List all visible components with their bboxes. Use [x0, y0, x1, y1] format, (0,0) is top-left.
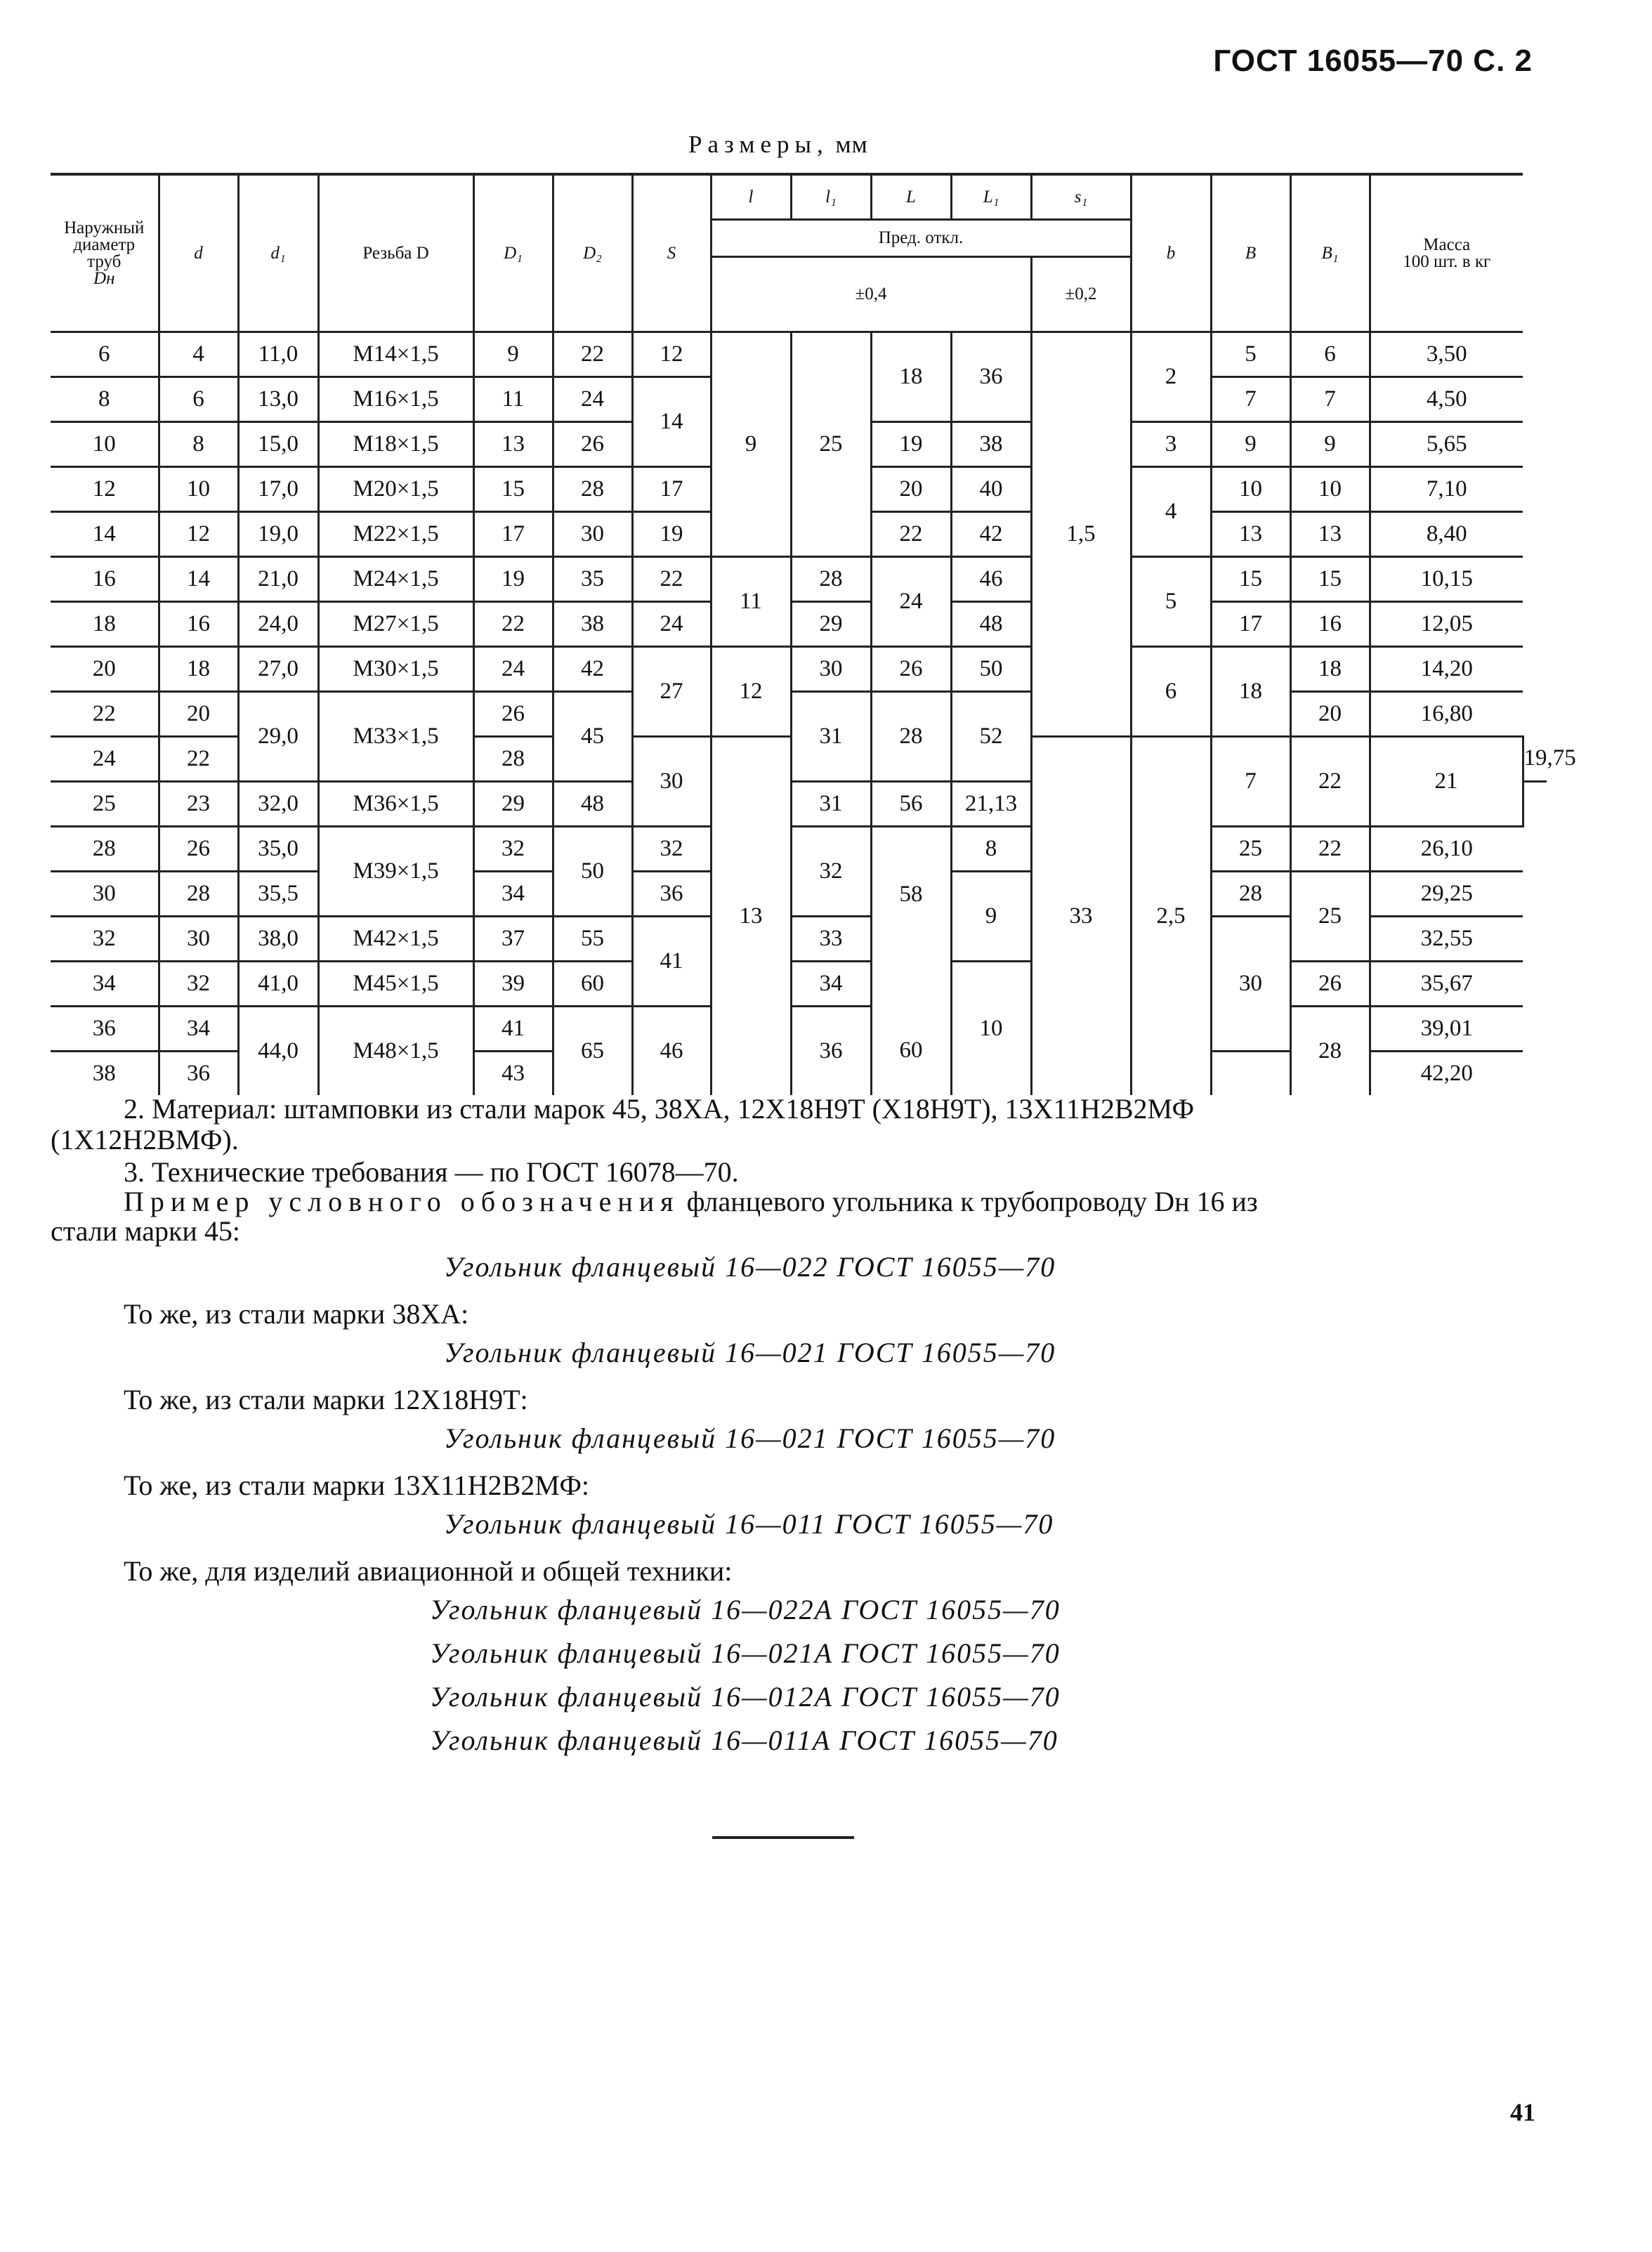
table-row: [51, 602, 1547, 647]
header-mass: Масса 100 шт. в кг: [1370, 174, 1523, 332]
table-cell: 19,0: [238, 512, 318, 557]
table-cell: 3,50: [1370, 332, 1523, 377]
table-cell: 8: [951, 827, 1031, 872]
table-cell: 34: [159, 1007, 238, 1052]
table-cell: 60: [553, 962, 632, 1007]
table-row: [51, 827, 1547, 872]
table-cell: 32: [791, 827, 871, 917]
table-cell: 11,0: [238, 332, 318, 377]
material-paragraph: 2. Материал: штамповки из стали марок 45, 38ХА, 12Х18Н9Т (Х18Н9Т), 13Х11Н2В2МФ: [124, 1093, 1195, 1125]
designation-3: Угольник фланцевый 16—021 ГОСТ 16055—70: [444, 1422, 1056, 1454]
table-cell: 5: [1211, 332, 1290, 377]
table-cell: 12: [159, 512, 238, 557]
header-dn: Наружный диаметр труб Dн: [51, 174, 159, 332]
table-cell: 36: [791, 1007, 871, 1096]
table-cell: 19,75: [1523, 737, 1547, 782]
header-D2: D₂: [553, 174, 632, 332]
table-cell: 39,01: [1370, 1007, 1523, 1052]
table-cell: 34: [473, 872, 553, 917]
table-cell: 18: [51, 602, 159, 647]
table-cell: 55: [553, 917, 632, 962]
table-cell: 43: [473, 1052, 553, 1096]
table-cell: М33×1,5: [318, 692, 473, 782]
table-cell: 13: [1211, 512, 1290, 557]
table-cell: 12: [711, 647, 791, 737]
table-cell: 34: [51, 962, 159, 1007]
table-cell: 5: [1131, 557, 1211, 647]
table-cell: 15: [1211, 557, 1290, 602]
table-cell: 42: [951, 512, 1031, 557]
table-cell: 20: [1290, 692, 1370, 737]
table-cell: 15: [1290, 557, 1370, 602]
dimensions-table: [51, 173, 1576, 1095]
table-cell: 22: [553, 332, 632, 377]
table-cell: М20×1,5: [318, 467, 473, 512]
table-cell: 29,25: [1370, 872, 1523, 917]
table-cell: 38,0: [238, 917, 318, 962]
table-cell: 36: [632, 872, 711, 917]
table-cell: 28: [159, 872, 238, 917]
table-cell: 34: [791, 962, 871, 1007]
table-cell: М24×1,5: [318, 557, 473, 602]
table-cell: 32: [51, 917, 159, 962]
table-cell: 14: [51, 512, 159, 557]
table-cell: 28: [473, 737, 553, 782]
table-cell: 41: [632, 917, 711, 1007]
table-cell: 16,80: [1370, 692, 1523, 737]
table-cell: 28: [791, 557, 871, 602]
table-cell: 24: [51, 737, 159, 782]
header-d: d: [159, 174, 238, 332]
table-cell: 6: [1131, 647, 1211, 737]
table-cell: 10: [51, 422, 159, 467]
table-cell: 20: [159, 692, 238, 737]
table-cell: 10: [951, 962, 1031, 1096]
aviation-designation-3: Угольник фланцевый 16—012А ГОСТ 16055—70: [430, 1681, 1061, 1713]
table-cell: 26: [159, 827, 238, 872]
table-cell: 31: [791, 692, 871, 782]
table-cell: 10: [1290, 467, 1370, 512]
table-cell: 12,05: [1370, 602, 1523, 647]
table-cell: 38: [51, 1052, 159, 1096]
table-cell: 16: [51, 557, 159, 602]
table-cell: М42×1,5: [318, 917, 473, 962]
table-cell: 22: [1290, 827, 1370, 872]
table-cell: 15: [473, 467, 553, 512]
table-cell: 12: [632, 332, 711, 377]
table-cell: 24,0: [238, 602, 318, 647]
table-cell: 26: [553, 422, 632, 467]
table-cell: 14,20: [1370, 647, 1523, 692]
table-cell: 18: [1211, 647, 1290, 737]
header-tol-02: ±0,2: [1031, 257, 1131, 332]
header-s1: s₁: [1031, 174, 1131, 220]
table-cell: 25: [51, 782, 159, 827]
table-cell: 31: [791, 782, 871, 827]
table-cell: М48×1,5: [318, 1007, 473, 1096]
table-cell: 41: [473, 1007, 553, 1052]
table-cell: 27: [632, 647, 711, 737]
table-cell: 25: [791, 332, 871, 557]
table-cell: 19: [473, 557, 553, 602]
table-cell: 50: [553, 827, 632, 917]
header-tolerance: Пред. откл.: [711, 220, 1131, 257]
table-cell: 33: [1031, 737, 1131, 1096]
table-cell: 4,50: [1370, 377, 1523, 422]
table-cell: 10: [1211, 467, 1290, 512]
table-cell: 9: [1290, 422, 1370, 467]
material-paragraph-cont: (1Х12Н2ВМФ).: [51, 1124, 239, 1156]
table-cell: 18: [159, 647, 238, 692]
table-cell: 12: [51, 467, 159, 512]
table-cell: 41,0: [238, 962, 318, 1007]
table-row: [51, 647, 1547, 692]
table-cell: 28: [553, 467, 632, 512]
table-cell: 11: [473, 377, 553, 422]
table-cell: 30: [791, 647, 871, 692]
table-cell: 28: [1290, 1007, 1370, 1096]
table-cell: 35,0: [238, 827, 318, 872]
table-cell: 48: [951, 602, 1031, 647]
header-l1: l₁: [791, 174, 871, 220]
header-b: b: [1131, 174, 1211, 332]
header-L1: L₁: [951, 174, 1031, 220]
same-as-13x11: То же, из стали марки 13Х11Н2В2МФ:: [124, 1469, 590, 1501]
table-cell: 24: [871, 557, 951, 647]
table-cell: 2,5: [1131, 737, 1211, 1096]
table-cell: 4: [159, 332, 238, 377]
table-cell: 17,0: [238, 467, 318, 512]
table-cell: 21,13: [951, 782, 1031, 827]
table-cell: 26: [871, 647, 951, 692]
table-cell: 24: [473, 647, 553, 692]
table-cell: 38: [951, 422, 1031, 467]
table-cell: 3: [1131, 422, 1211, 467]
table-cell: 46: [632, 1007, 711, 1096]
table-cell: М27×1,5: [318, 602, 473, 647]
table-cell: М30×1,5: [318, 647, 473, 692]
table-cell: 7: [1211, 377, 1290, 422]
table-cell: М14×1,5: [318, 332, 473, 377]
aviation-designation-1: Угольник фланцевый 16—022А ГОСТ 16055—70: [430, 1594, 1061, 1625]
table-cell: 45: [553, 692, 632, 782]
table-cell: 11: [711, 557, 791, 647]
table-cell: 37: [473, 917, 553, 962]
table-cell: 50: [951, 647, 1031, 692]
table-caption: [688, 131, 868, 159]
table-cell: 35: [553, 557, 632, 602]
table-cell: 28: [1211, 872, 1290, 917]
table-cell: М16×1,5: [318, 377, 473, 422]
table-cell: 40: [951, 467, 1031, 512]
table-cell: 35,67: [1370, 962, 1523, 1007]
table-cell: 15,0: [238, 422, 318, 467]
table-cell: 46: [951, 557, 1031, 602]
table-cell: 28: [871, 692, 951, 782]
table-cell: 13: [1290, 512, 1370, 557]
table-row: [51, 332, 1547, 377]
table-cell: 32: [159, 962, 238, 1007]
table-cell: [871, 962, 951, 1007]
table-cell: 30: [553, 512, 632, 557]
table-cell: 17: [1211, 602, 1290, 647]
example-rest: фланцевого угольника к трубопроводу Dн 16 из: [686, 1186, 1258, 1217]
table-cell: 28: [51, 827, 159, 872]
table-cell: 65: [553, 1007, 632, 1096]
table-cell: 8: [159, 422, 238, 467]
table-cell: 13: [711, 737, 791, 1096]
caption-unit: мм: [835, 131, 868, 158]
table-cell: 30: [159, 917, 238, 962]
table-cell: 7: [1290, 377, 1370, 422]
aviation-designation-2: Угольник фланцевый 16—021А ГОСТ 16055—70: [430, 1637, 1061, 1669]
designation-1: Угольник фланцевый 16—022 ГОСТ 16055—70: [444, 1251, 1056, 1283]
table-cell: М45×1,5: [318, 962, 473, 1007]
table-cell: 35,5: [238, 872, 318, 917]
table-cell: 8,40: [1370, 512, 1523, 557]
table-cell: 18: [1290, 647, 1370, 692]
table-cell: 26: [473, 692, 553, 737]
aviation-designation-4: Угольник фланцевый 16—011А ГОСТ 16055—70: [430, 1724, 1058, 1756]
header-tol-04: ±0,4: [711, 257, 1031, 332]
table-cell: 36: [159, 1052, 238, 1096]
table-cell: 16: [1290, 602, 1370, 647]
table-row: [51, 557, 1547, 602]
table-cell: 9: [711, 332, 791, 557]
table-cell: 39: [473, 962, 553, 1007]
table-cell: 7,10: [1370, 467, 1523, 512]
table-cell: 38: [553, 602, 632, 647]
table-cell: 24: [632, 602, 711, 647]
page-number: 41: [1510, 2098, 1535, 2126]
table-cell: 22: [871, 512, 951, 557]
table-cell: 22: [159, 737, 238, 782]
same-as-38xa: То же, из стали марки 38ХА:: [124, 1298, 469, 1330]
table-cell: 23: [159, 782, 238, 827]
table-cell: 56: [871, 782, 951, 827]
table-cell: 42,20: [1370, 1052, 1523, 1096]
header-B1: B₁: [1290, 174, 1370, 332]
table-cell: 2: [1131, 332, 1211, 422]
table-cell: 13,0: [238, 377, 318, 422]
table-cell: 58: [871, 827, 951, 962]
example-lead: Пример условного обозначения: [124, 1186, 680, 1217]
table-cell: 19: [871, 422, 951, 467]
table-row: [51, 1007, 1547, 1052]
table-cell: 36: [951, 332, 1031, 422]
table-cell: 13: [473, 422, 553, 467]
table-cell: 26: [1290, 962, 1370, 1007]
table-cell: 29,0: [238, 692, 318, 782]
example-intro-cont: стали марки 45:: [51, 1215, 240, 1247]
table-cell: 32: [632, 827, 711, 872]
table-cell: 1,5: [1031, 332, 1131, 737]
table-cell: 6: [159, 377, 238, 422]
table-cell: 9: [1211, 422, 1290, 467]
table-cell: 30: [51, 872, 159, 917]
table-cell: 9: [951, 872, 1031, 962]
table-cell: М36×1,5: [318, 782, 473, 827]
header-d1: d₁: [238, 174, 318, 332]
end-rule: [712, 1836, 854, 1839]
table-cell: М39×1,5: [318, 827, 473, 917]
table-cell: 32,55: [1370, 917, 1523, 962]
designation-2: Угольник фланцевый 16—021 ГОСТ 16055—70: [444, 1337, 1056, 1368]
table-cell: 10: [159, 467, 238, 512]
table-row: [51, 692, 1547, 737]
table-cell: 25: [1290, 872, 1370, 962]
table-cell: 32: [473, 827, 553, 872]
table-cell: М18×1,5: [318, 422, 473, 467]
table-cell: 7: [1211, 737, 1290, 827]
table-cell: 18: [871, 332, 951, 422]
table-cell: 36: [51, 1007, 159, 1052]
table-cell: 10,15: [1370, 557, 1523, 602]
table-cell: 33: [791, 917, 871, 962]
header-thread: Резьба D: [318, 174, 473, 332]
table-cell: 29: [473, 782, 553, 827]
tech-requirements: 3. Технические требования — по ГОСТ 16078—70.: [124, 1156, 739, 1188]
table-cell: 17: [473, 512, 553, 557]
table-cell: 48: [553, 782, 632, 827]
table-cell: 8: [51, 377, 159, 422]
table-cell: 19: [632, 512, 711, 557]
table-cell: 9: [473, 332, 553, 377]
header-D1: D₁: [473, 174, 553, 332]
table-row: [51, 962, 1547, 1007]
caption-main: Размеры,: [688, 131, 829, 158]
table-cell: 17: [632, 467, 711, 512]
table-cell: 6: [1290, 332, 1370, 377]
table-cell: 24: [553, 377, 632, 422]
table-cell: 25: [1211, 827, 1290, 872]
table-cell: 30: [1211, 917, 1290, 1052]
table-cell: 44,0: [238, 1007, 318, 1096]
table-cell: 16: [159, 602, 238, 647]
table-cell: 30: [632, 737, 711, 827]
table-cell: 42: [553, 647, 632, 692]
table-cell: 14: [159, 557, 238, 602]
header-L: L: [871, 174, 951, 220]
table-cell: 29: [791, 602, 871, 647]
table-cell: 6: [51, 332, 159, 377]
table-cell: 32,0: [238, 782, 318, 827]
table-cell: 22: [1290, 737, 1370, 827]
table-cell: 60: [871, 1007, 951, 1096]
designation-4: Угольник фланцевый 16—011 ГОСТ 16055—70: [444, 1508, 1054, 1540]
table-cell: 52: [951, 692, 1031, 782]
header-l: l: [711, 174, 791, 220]
table-cell: М22×1,5: [318, 512, 473, 557]
table-cell: 22: [473, 602, 553, 647]
header-S: S: [632, 174, 711, 332]
header-B: B: [1211, 174, 1290, 332]
table-cell: 20: [871, 467, 951, 512]
table-cell: 22: [632, 557, 711, 602]
table-cell: 4: [1131, 467, 1211, 557]
page-header: ГОСТ 16055—70 С. 2: [1213, 44, 1533, 78]
table-cell: 21: [1370, 737, 1523, 827]
table-cell: 26,10: [1370, 827, 1523, 872]
same-as-12x18: То же, из стали марки 12Х18Н9Т:: [124, 1384, 528, 1415]
table-cell: 5,65: [1370, 422, 1523, 467]
table-cell: 27,0: [238, 647, 318, 692]
table-cell: 21,0: [238, 557, 318, 602]
table-cell: 20: [51, 647, 159, 692]
aviation-line: То же, для изделий авиационной и общей техники:: [124, 1555, 733, 1587]
table-cell: 14: [632, 377, 711, 467]
table-cell: 22: [51, 692, 159, 737]
